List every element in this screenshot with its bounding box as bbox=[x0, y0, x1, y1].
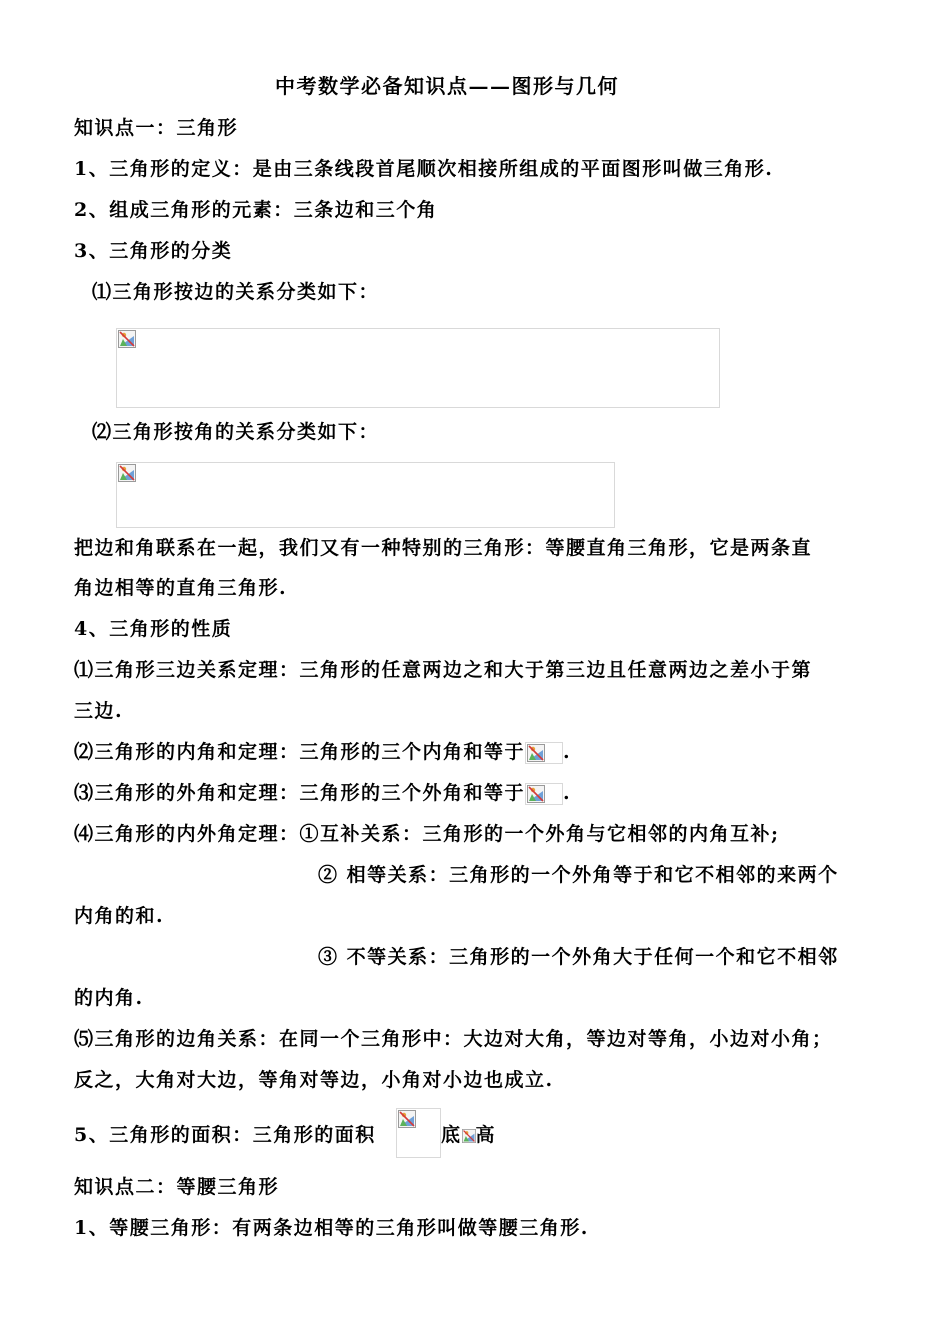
formula-image bbox=[525, 783, 563, 805]
property-4-line-2: ② 相等关系：三角形的一个外角等于和它不相邻的来两个 bbox=[318, 864, 839, 886]
property-4-line-1: ⑷三角形的内外角定理：①互补关系：三角形的一个外角与它相邻的内角互补; bbox=[74, 823, 780, 845]
property-4-line-4: ③ 不等关系：三角形的一个外角大于任何一个和它不相邻 bbox=[318, 946, 839, 968]
property-2-text: ⑵三角形的内角和定理：三角形的三个内角和等于 bbox=[74, 741, 526, 763]
property-3 bbox=[74, 781, 571, 805]
broken-image-icon bbox=[398, 1110, 416, 1128]
isosceles-right-line-1: 把边和角联系在一起，我们又有一种特别的三角形：等腰直角三角形，它是两条直 bbox=[74, 537, 813, 559]
property-4-line-5: 的内角. bbox=[74, 987, 144, 1009]
classify-line: 3、三角形的分类 bbox=[74, 240, 233, 262]
classify-by-angle: ⑵三角形按角的关系分类如下： bbox=[92, 421, 380, 443]
classify-by-side: ⑴三角形按边的关系分类如下： bbox=[92, 281, 380, 303]
area-height: 高 bbox=[475, 1124, 497, 1146]
section-heading-1: 知识点一：三角形 bbox=[74, 117, 239, 139]
elements-line: 2、组成三角形的元素：三条边和三个角 bbox=[74, 199, 438, 221]
area-tail bbox=[441, 1123, 496, 1147]
property-1-line-2: 三边. bbox=[74, 700, 124, 722]
area-text: 5、三角形的面积：三角形的面积 bbox=[74, 1124, 376, 1146]
area-line bbox=[74, 1123, 376, 1147]
broken-image-icon bbox=[118, 330, 136, 348]
definition-line: 1、三角形的定义：是由三条线段首尾顺次相接所组成的平面图形叫做三角形. bbox=[74, 158, 774, 180]
angle-classification-image bbox=[116, 462, 615, 528]
property-2 bbox=[74, 740, 571, 764]
property-1-line-1: ⑴三角形三边关系定理：三角形的任意两边之和大于第三边且任意两边之差小于第 bbox=[74, 659, 813, 681]
properties-heading: 4、三角形的性质 bbox=[74, 618, 233, 640]
area-base: 底 bbox=[441, 1124, 462, 1146]
formula-image bbox=[525, 742, 563, 764]
section-heading-2: 知识点二：等腰三角形 bbox=[74, 1176, 280, 1198]
property-5-line-1: ⑸三角形的边角关系：在同一个三角形中：大边对大角，等边对等角，小边对小角； bbox=[74, 1028, 833, 1050]
isosceles-right-line-2: 角边相等的直角三角形. bbox=[74, 577, 288, 599]
broken-image-icon bbox=[527, 785, 545, 803]
isosceles-definition: 1、等腰三角形：有两条边相等的三角形叫做等腰三角形. bbox=[74, 1217, 589, 1239]
property-4-line-3: 内角的和. bbox=[74, 905, 165, 927]
page-title: 中考数学必备知识点——图形与几何 bbox=[275, 74, 619, 98]
side-classification-image bbox=[116, 328, 720, 408]
broken-image-icon bbox=[118, 464, 136, 482]
area-formula-image bbox=[396, 1108, 441, 1158]
property-3-text: ⑶三角形的外角和定理：三角形的三个外角和等于 bbox=[74, 782, 526, 804]
broken-image-icon bbox=[462, 1129, 476, 1143]
property-5-line-2: 反之，大角对大边，等角对等边，小角对小边也成立. bbox=[74, 1069, 554, 1091]
broken-image-icon bbox=[527, 744, 545, 762]
period: . bbox=[563, 782, 572, 804]
period: . bbox=[563, 741, 572, 763]
